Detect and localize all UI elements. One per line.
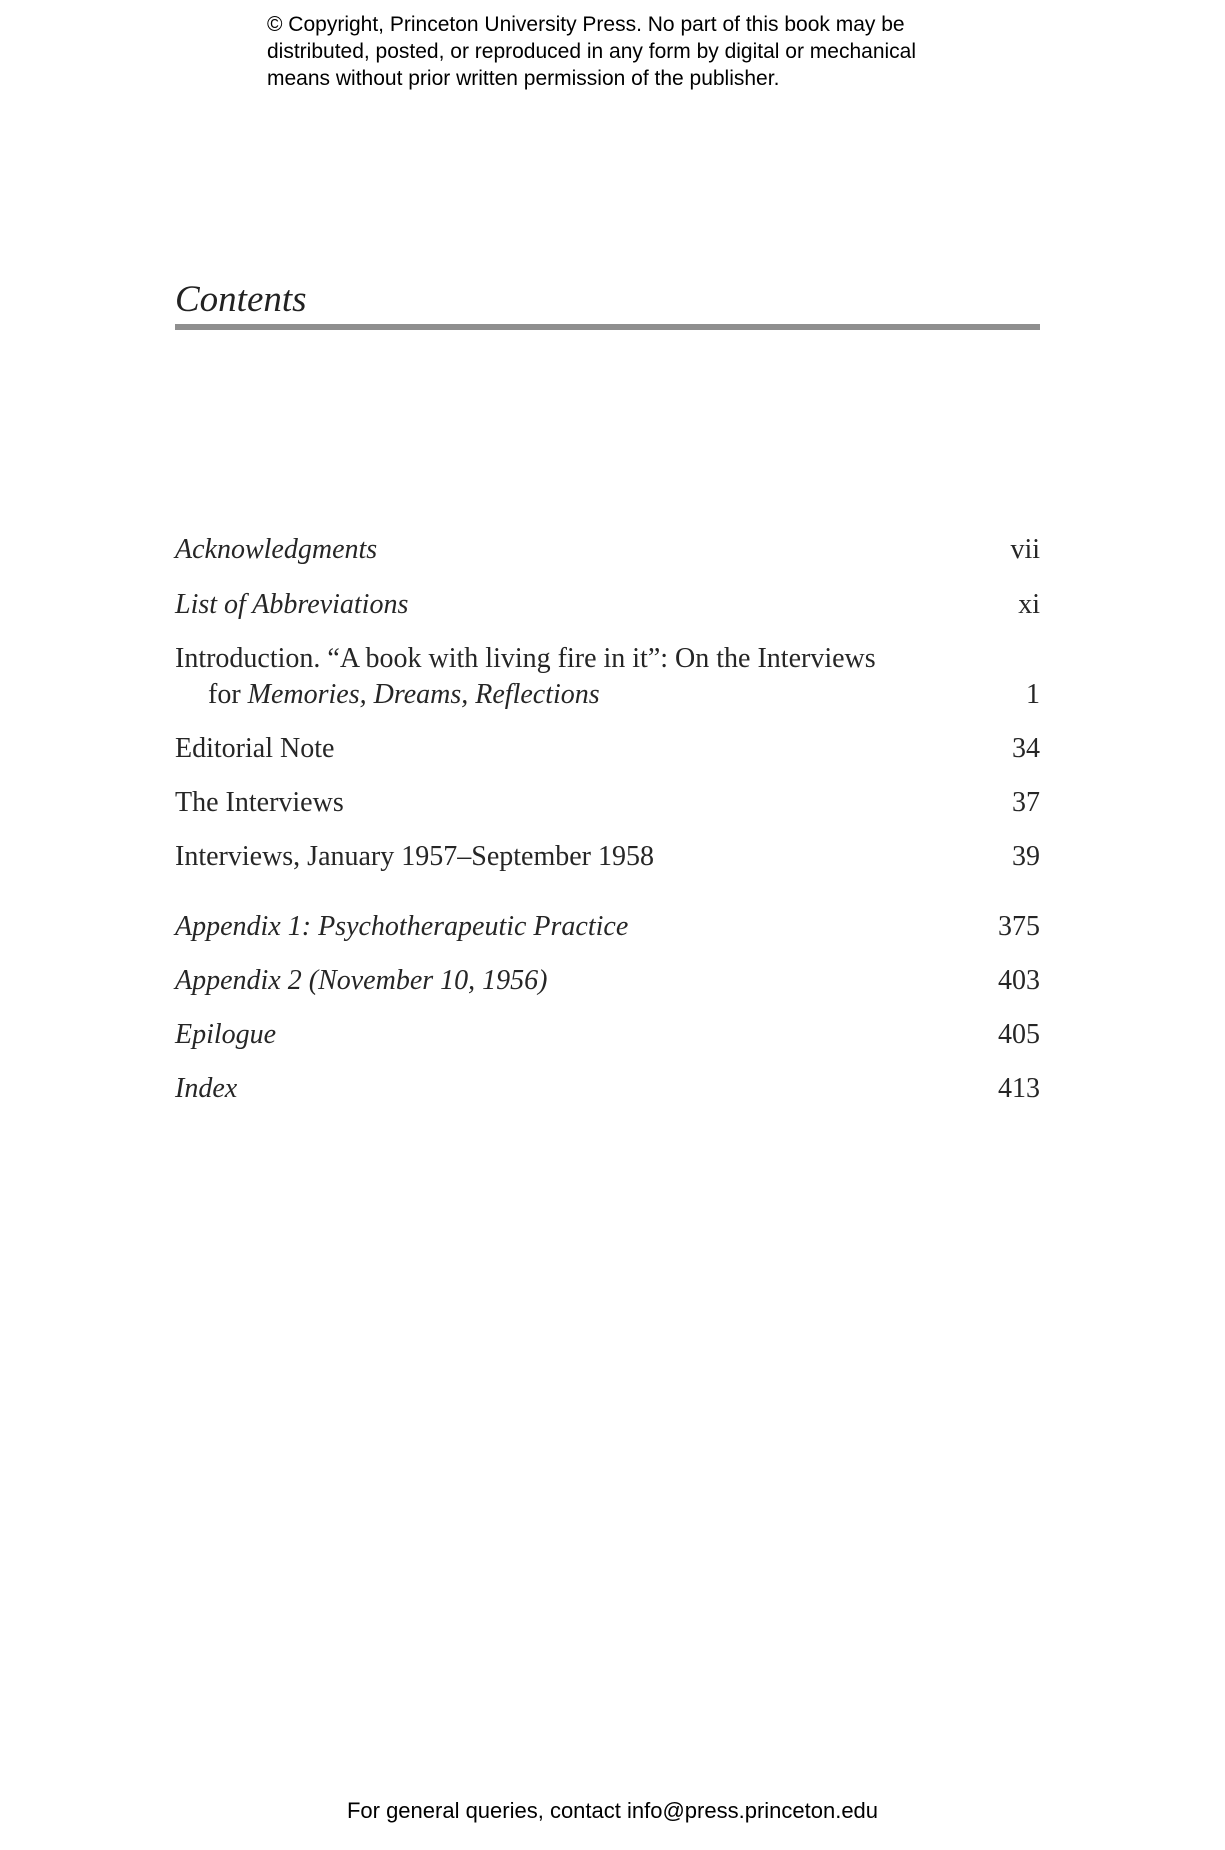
toc-entry-title: Interviews, January 1957–September 1958 (175, 841, 654, 872)
toc-entry-title-book: Memories, Dreams, Reflections (247, 679, 600, 710)
copyright-line: distributed, posted, or reproduced in any form by digital or mechanical (267, 40, 917, 63)
toc-entry-introduction (175, 641, 1040, 713)
toc-entry-title: Introduction. “A book with living fire in it”: On the Interviews (175, 643, 876, 674)
title-rule (175, 324, 1040, 330)
toc-entry-page: 405 (998, 1019, 1040, 1050)
toc-entry-title: Editorial Note (175, 733, 335, 764)
toc-entry-title: List of Abbreviations (175, 589, 409, 620)
copyright-line: means without prior written permission of the publisher. (267, 67, 780, 90)
toc-entry-page: 1 (1026, 679, 1040, 710)
toc-entry-title: Acknowledgments (175, 534, 378, 565)
toc-entry-page: 34 (1012, 733, 1040, 764)
toc-entry-page: 39 (1012, 841, 1040, 872)
page-title: Contents (175, 279, 307, 320)
toc-entry-title-continued (208, 677, 600, 713)
toc-entry-page: 37 (1012, 787, 1040, 818)
toc-entry-page: 403 (998, 965, 1040, 996)
toc-entry-title: Epilogue (175, 1019, 277, 1050)
footer-contact: For general queries, contact info@press.princeton.edu (346, 1798, 879, 1823)
toc-entry-page: 375 (998, 911, 1040, 942)
toc-entry-title: Appendix 1: Psychotherapeutic Practice (175, 911, 629, 942)
copyright-line: © Copyright, Princeton University Press. No part of this book may be (267, 13, 905, 36)
toc-entry-page: vii (1010, 534, 1040, 565)
toc-entry-page: xi (1018, 589, 1040, 620)
toc-entry-title: Appendix 2 (November 10, 1956) (175, 965, 548, 996)
copyright-notice (267, 11, 1027, 92)
toc-entry-title: Index (175, 1073, 238, 1104)
toc-entry-title: The Interviews (175, 787, 344, 818)
toc-entry-page: 413 (998, 1073, 1040, 1104)
toc-entry-title-prefix: for (208, 679, 248, 710)
